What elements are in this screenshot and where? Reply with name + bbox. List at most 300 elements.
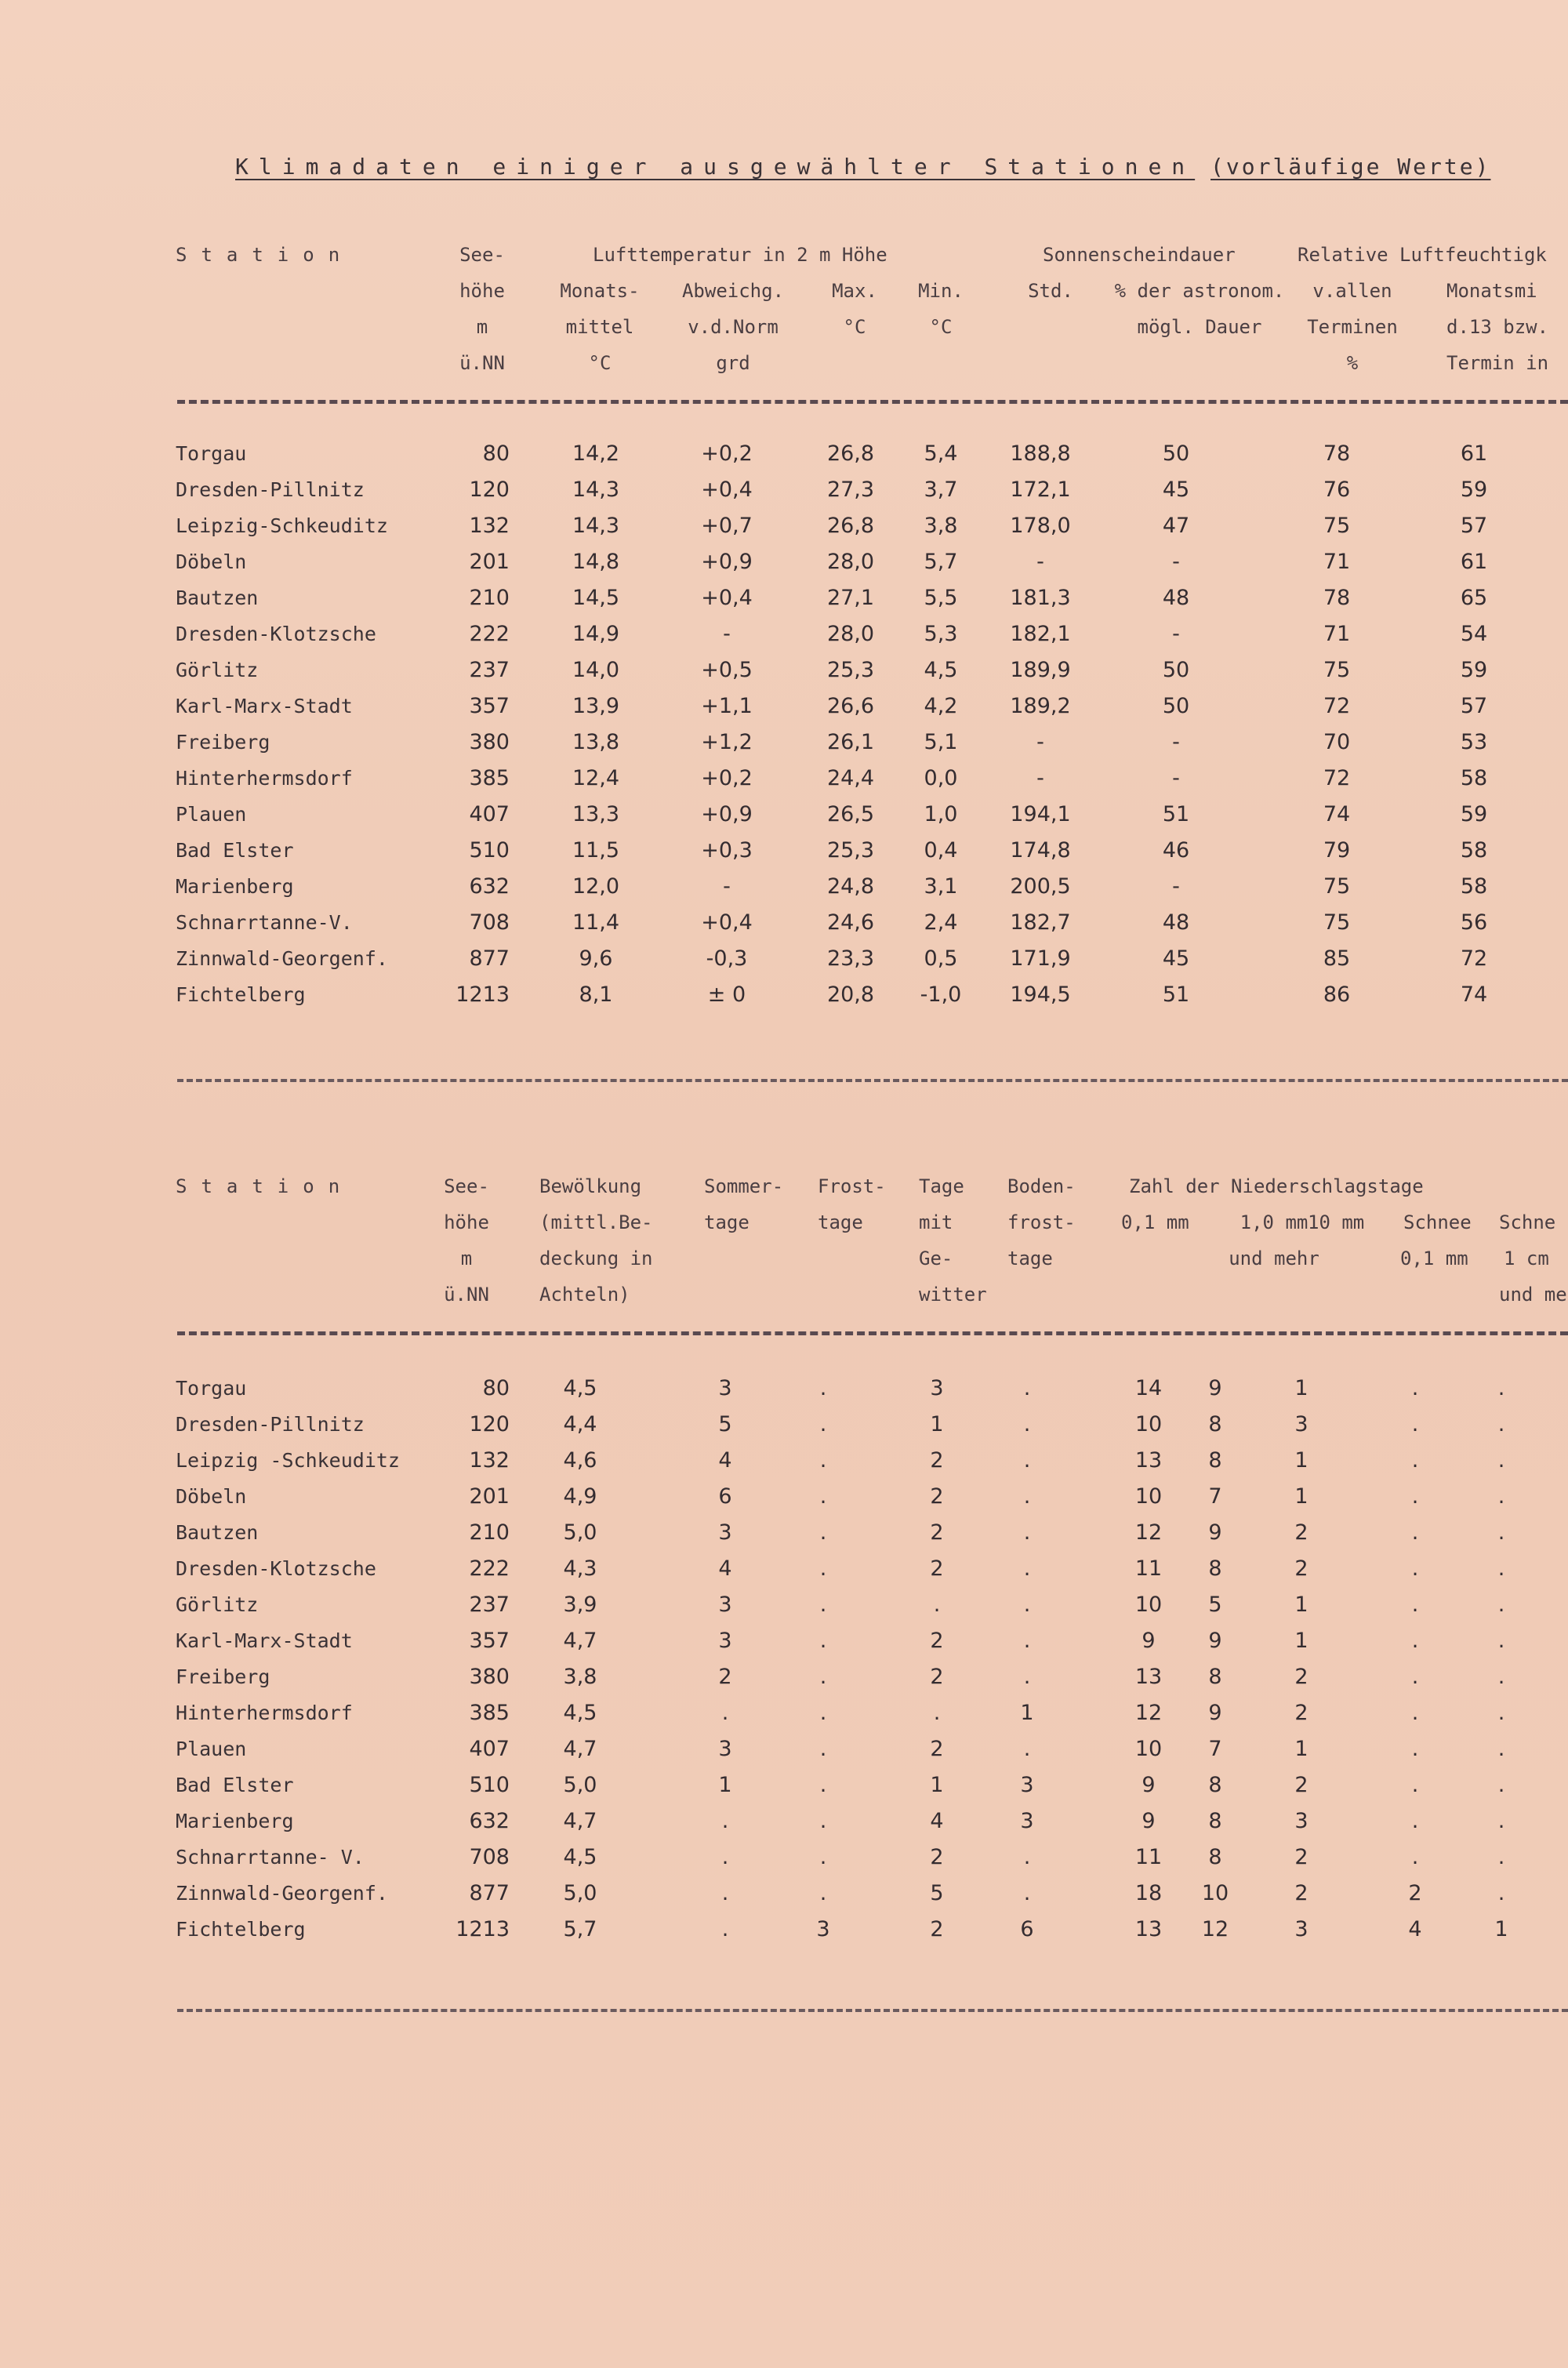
- t2-row: [0, 1443, 1568, 1479]
- t1-cell-feuchte-monatsmittel: 53: [1460, 730, 1488, 754]
- t1-cell-monatsmittel: 14,9: [572, 622, 620, 646]
- t2-row: [0, 1407, 1568, 1443]
- t2-cell-bewoelkung: 4,5: [563, 1845, 597, 1869]
- t2-cell-seehoehe: 510: [469, 1773, 510, 1797]
- t2-seehoehe-l1: See-: [444, 1175, 489, 1197]
- t1-cell-station: Karl-Marx-Stadt: [176, 695, 353, 717]
- t2-cell-seehoehe: 407: [469, 1737, 510, 1761]
- t2-cell-n10: 5: [1208, 1593, 1222, 1617]
- t1-cell-min: 2,4: [924, 910, 958, 935]
- t1-allen-l1: v.allen: [1312, 280, 1392, 302]
- title-main: Klimadaten einiger ausgewählter Stationen: [235, 154, 1196, 180]
- t1-cell-abweichung: +0,9: [701, 550, 753, 574]
- t2-cell-sommertage: 3: [718, 1737, 732, 1761]
- t2-cell-n100: 2: [1294, 1556, 1308, 1581]
- t1-cell-seehoehe: 222: [469, 622, 510, 646]
- t2-cell-bodenfrost: .: [1023, 1737, 1031, 1761]
- t2-seehoehe-l3: m: [460, 1248, 473, 1269]
- t2-cell-bodenfrost: .: [1023, 1448, 1031, 1473]
- t1-cell-station: Plauen: [176, 803, 247, 826]
- t2-cell-seehoehe: 237: [469, 1593, 510, 1617]
- t1-cell-feuchte-monatsmittel: 58: [1460, 838, 1488, 863]
- t2-cell-n01: 10: [1134, 1484, 1163, 1509]
- t2-row: [0, 1731, 1568, 1767]
- t1-max-l2: °C: [843, 316, 866, 338]
- t2-schnee01-l2: 0,1 mm: [1400, 1248, 1468, 1269]
- t2-cell-station: Bad Elster: [176, 1774, 294, 1796]
- t1-cell-station: Schnarrtanne-V.: [176, 911, 353, 934]
- t2-header-gewitter: [919, 1168, 987, 1313]
- t1-cell-feuchte-monatsmittel: 56: [1460, 910, 1488, 935]
- t2-cell-seehoehe: 632: [469, 1809, 510, 1833]
- t1-cell-feuchte-allen: 71: [1323, 622, 1351, 646]
- t1-row: [0, 436, 1568, 472]
- t2-row: [0, 1587, 1568, 1623]
- t2-cell-schnee01: .: [1411, 1484, 1419, 1509]
- t2-cell-n10: 9: [1208, 1701, 1222, 1725]
- t1-cell-feuchte-allen: 71: [1323, 550, 1351, 574]
- t1-cell-abweichung: +0,7: [701, 514, 753, 538]
- t2-row: [0, 1695, 1568, 1731]
- t2-cell-gewitter: .: [933, 1593, 941, 1617]
- t2-header-schnee1: [1499, 1204, 1567, 1313]
- t1-row: [0, 761, 1568, 797]
- t1-cell-prozent: 48: [1162, 586, 1190, 610]
- t1-seehoehe-l3: m: [476, 316, 488, 338]
- t2-bodenfrost-l3: tage: [1007, 1248, 1053, 1269]
- t2-cell-schnee01: .: [1411, 1737, 1419, 1761]
- t1-cell-prozent: 46: [1162, 838, 1190, 863]
- t1-cell-std: -: [1036, 550, 1044, 574]
- t1-row: [0, 688, 1568, 725]
- t1-cell-abweichung: +0,4: [701, 910, 753, 935]
- t2-cell-n100: 2: [1294, 1520, 1308, 1545]
- t2-cell-bodenfrost: 3: [1020, 1809, 1034, 1833]
- t2-cell-bewoelkung: 3,8: [563, 1665, 597, 1689]
- t2-row: [0, 1659, 1568, 1695]
- t2-cell-sommertage: 2: [718, 1665, 732, 1689]
- t2-cell-bodenfrost: .: [1023, 1593, 1031, 1617]
- t1-cell-abweichung: +1,1: [701, 694, 753, 718]
- t2-cell-sommertage: .: [721, 1845, 729, 1869]
- t1-abweichung-l2: v.d.Norm: [688, 316, 779, 338]
- t2-cell-sommertage: 3: [718, 1376, 732, 1400]
- t1-row: [0, 544, 1568, 580]
- t1-cell-max: 24,4: [826, 766, 875, 790]
- t1-row: [0, 508, 1568, 544]
- t1-cell-prozent: 50: [1162, 694, 1190, 718]
- t2-cell-seehoehe: 201: [469, 1484, 510, 1509]
- t2-cell-gewitter: 2: [930, 1556, 944, 1581]
- t1-cell-feuchte-allen: 86: [1323, 982, 1351, 1007]
- t1-cell-seehoehe: 708: [469, 910, 510, 935]
- t1-monatsmittel-l2: mittel: [565, 316, 634, 338]
- t2-cell-n100: 2: [1294, 1701, 1308, 1725]
- t2-seehoehe-l2: höhe: [444, 1211, 489, 1233]
- t2-cell-n100: 1: [1294, 1484, 1308, 1509]
- t1-cell-prozent: 51: [1162, 802, 1190, 826]
- t1-cell-seehoehe: 385: [469, 766, 510, 790]
- t1-cell-feuchte-allen: 76: [1323, 478, 1351, 502]
- t2-cell-n10: 9: [1208, 1376, 1222, 1400]
- t2-cell-schnee1: .: [1497, 1665, 1505, 1689]
- t2-cell-bewoelkung: 5,0: [563, 1773, 597, 1797]
- t1-cell-seehoehe: 357: [469, 694, 510, 718]
- t1-row: [0, 869, 1568, 905]
- t1-cell-abweichung: -: [723, 622, 731, 646]
- t2-header-frosttage: [818, 1168, 886, 1240]
- t2-cell-schnee01: 4: [1408, 1917, 1422, 1941]
- t1-header-seehoehe: [443, 237, 521, 381]
- t1-cell-abweichung: ± 0: [707, 982, 746, 1007]
- t1-cell-feuchte-allen: 74: [1323, 802, 1351, 826]
- t2-cell-bewoelkung: 4,3: [563, 1556, 597, 1581]
- t2-cell-schnee01: .: [1411, 1556, 1419, 1581]
- t2-cell-n01: 14: [1134, 1376, 1163, 1400]
- t1-cell-max: 26,5: [826, 802, 875, 826]
- t2-cell-bewoelkung: 4,7: [563, 1809, 597, 1833]
- t1-cell-station: Bautzen: [176, 587, 259, 609]
- t1-cell-max: 24,6: [826, 910, 875, 935]
- t1-cell-min: 5,4: [924, 441, 958, 466]
- t1-cell-feuchte-monatsmittel: 57: [1460, 694, 1488, 718]
- t2-cell-frosttage: .: [819, 1845, 827, 1869]
- t1-cell-station: Hinterhermsdorf: [176, 767, 353, 790]
- t2-cell-schnee1: .: [1497, 1881, 1505, 1905]
- t1-header-monatsmi: [1446, 273, 1548, 381]
- t1-cell-std: -: [1036, 766, 1044, 790]
- t1-cell-min: 3,1: [924, 874, 958, 899]
- t2-schnee1-l3: und me: [1499, 1284, 1567, 1306]
- t1-cell-abweichung: +0,9: [701, 802, 753, 826]
- t1-cell-max: 25,3: [826, 658, 875, 682]
- t2-cell-n10: 7: [1208, 1484, 1222, 1509]
- t2-cell-schnee1: .: [1497, 1376, 1505, 1400]
- t2-cell-sommertage: .: [721, 1809, 729, 1833]
- t2-cell-schnee1: .: [1497, 1448, 1505, 1473]
- t1-cell-seehoehe: 210: [469, 586, 510, 610]
- t2-header-bodenfrost: [1007, 1168, 1076, 1277]
- t2-cell-n10: 10: [1201, 1881, 1229, 1905]
- t2-sommertage-l1: Sommer-: [704, 1175, 784, 1197]
- t2-cell-n10: 8: [1208, 1448, 1222, 1473]
- t1-monatsmittel-l1: Monats-: [560, 280, 640, 302]
- t1-cell-max: 26,8: [826, 441, 875, 466]
- t2-row: [0, 1479, 1568, 1515]
- t1-cell-station: Freiberg: [176, 731, 270, 754]
- t1-cell-feuchte-monatsmittel: 54: [1460, 622, 1488, 646]
- t2-cell-n100: 2: [1294, 1881, 1308, 1905]
- t2-frosttage-l1: Frost-: [818, 1175, 886, 1197]
- t2-cell-bodenfrost: .: [1023, 1881, 1031, 1905]
- t2-cell-bodenfrost: .: [1023, 1376, 1031, 1400]
- t1-cell-monatsmittel: 12,0: [572, 874, 620, 899]
- t1-header-max: [815, 273, 894, 345]
- t1-cell-feuchte-allen: 75: [1323, 514, 1351, 538]
- t1-cell-seehoehe: 132: [469, 514, 510, 538]
- bottom-rule: [177, 2009, 1568, 2012]
- t1-cell-min: 0,0: [924, 766, 958, 790]
- t2-cell-schnee1: .: [1497, 1737, 1505, 1761]
- t2-cell-station: Döbeln: [176, 1485, 247, 1508]
- t2-cell-station: Görlitz: [176, 1593, 259, 1616]
- t1-header-lufttemp-group: Lufttemperatur in 2 m Höhe: [593, 244, 887, 266]
- t2-cell-schnee01: .: [1411, 1701, 1419, 1725]
- t2-gewitter-l4: witter: [919, 1284, 987, 1306]
- t1-cell-feuchte-monatsmittel: 59: [1460, 802, 1488, 826]
- t2-header-station: Station: [176, 1175, 354, 1197]
- t2-cell-sommertage: 1: [718, 1773, 732, 1797]
- t1-cell-prozent: -: [1172, 622, 1180, 646]
- t2-schnee1-l1: Schne: [1499, 1211, 1556, 1233]
- t2-cell-n10: 8: [1208, 1412, 1222, 1436]
- t1-cell-abweichung: +1,2: [701, 730, 753, 754]
- t2-cell-n100: 3: [1294, 1917, 1308, 1941]
- t1-cell-seehoehe: 80: [482, 441, 510, 466]
- t1-cell-abweichung: +0,5: [701, 658, 753, 682]
- t2-gewitter-l3: Ge-: [919, 1248, 953, 1269]
- t1-cell-std: 181,3: [1010, 586, 1071, 610]
- t2-cell-n100: 1: [1294, 1376, 1308, 1400]
- t2-bodenfrost-l1: Boden-: [1007, 1175, 1076, 1197]
- t2-cell-seehoehe: 210: [469, 1520, 510, 1545]
- t2-cell-n100: 1: [1294, 1593, 1308, 1617]
- t1-cell-station: Zinnwald-Georgenf.: [176, 947, 388, 970]
- t1-cell-monatsmittel: 11,4: [572, 910, 620, 935]
- t2-cell-gewitter: 1: [930, 1773, 944, 1797]
- t1-seehoehe-l2: höhe: [459, 280, 505, 302]
- t1-monatsmi-l3: Termin in: [1446, 352, 1549, 374]
- t1-prozent-l1: % der astronom.: [1114, 280, 1285, 302]
- t2-cell-schnee01: .: [1411, 1593, 1419, 1617]
- t1-cell-feuchte-monatsmittel: 57: [1460, 514, 1488, 538]
- t1-cell-monatsmittel: 11,5: [572, 838, 620, 863]
- title-suffix: (vorläufige Werte): [1210, 154, 1491, 180]
- t1-cell-feuchte-allen: 78: [1323, 586, 1351, 610]
- t1-cell-min: 5,1: [924, 730, 958, 754]
- t1-row: [0, 580, 1568, 616]
- t2-cell-station: Fichtelberg: [176, 1918, 306, 1941]
- t2-cell-sommertage: .: [721, 1701, 729, 1725]
- t2-cell-bewoelkung: 4,5: [563, 1701, 597, 1725]
- t2-cell-bodenfrost: .: [1023, 1665, 1031, 1689]
- t2-cell-n100: 2: [1294, 1773, 1308, 1797]
- t2-cell-n10: 8: [1208, 1809, 1222, 1833]
- t2-cell-bodenfrost: 6: [1020, 1917, 1034, 1941]
- t2-cell-schnee01: .: [1411, 1376, 1419, 1400]
- t2-cell-station: Marienberg: [176, 1810, 294, 1832]
- t2-cell-gewitter: 2: [930, 1484, 944, 1509]
- t2-cell-n01: 13: [1134, 1665, 1163, 1689]
- t1-cell-station: Döbeln: [176, 550, 247, 573]
- t2-seehoehe-l4: ü.NN: [444, 1284, 489, 1306]
- t1-abweichung-l1: Abweichg.: [681, 280, 785, 302]
- t1-prozent-l2: mögl. Dauer: [1137, 316, 1262, 338]
- t2-cell-schnee1: .: [1497, 1412, 1505, 1436]
- t1-cell-std: 172,1: [1010, 478, 1071, 502]
- t1-cell-abweichung: +0,4: [701, 478, 753, 502]
- t2-cell-gewitter: .: [933, 1701, 941, 1725]
- t1-cell-monatsmittel: 14,3: [572, 514, 620, 538]
- t1-cell-std: 194,5: [1010, 982, 1071, 1007]
- t2-cell-sommertage: 3: [718, 1520, 732, 1545]
- t2-cell-sommertage: .: [721, 1917, 729, 1941]
- t2-cell-schnee1: .: [1497, 1484, 1505, 1509]
- t1-cell-std: 200,5: [1010, 874, 1071, 899]
- t2-cell-sommertage: 6: [718, 1484, 732, 1509]
- t2-cell-n10: 9: [1208, 1520, 1222, 1545]
- t2-cell-frosttage: .: [819, 1484, 827, 1509]
- t1-monatsmi-l1: Monatsmi: [1446, 280, 1537, 302]
- t2-row: [0, 1803, 1568, 1840]
- t2-cell-seehoehe: 132: [469, 1448, 510, 1473]
- t2-cell-sommertage: 3: [718, 1629, 732, 1653]
- t1-header-station: Station: [176, 244, 354, 266]
- t2-cell-n10: 12: [1201, 1917, 1229, 1941]
- t1-cell-min: 0,5: [924, 946, 958, 971]
- t2-cell-bodenfrost: 3: [1020, 1773, 1034, 1797]
- t1-monatsmi-l2: d.13 bzw.: [1446, 316, 1549, 338]
- t2-cell-bewoelkung: 5,7: [563, 1917, 597, 1941]
- t1-cell-std: 182,1: [1010, 622, 1071, 646]
- t1-cell-feuchte-monatsmittel: 59: [1460, 658, 1488, 682]
- t2-cell-bewoelkung: 4,6: [563, 1448, 597, 1473]
- t2-cell-seehoehe: 80: [482, 1376, 510, 1400]
- t2-header-n100: 10 mm: [1308, 1211, 1365, 1233]
- t2-cell-n01: 12: [1134, 1520, 1163, 1545]
- t2-cell-bewoelkung: 4,9: [563, 1484, 597, 1509]
- t2-cell-n10: 7: [1208, 1737, 1222, 1761]
- t2-cell-bewoelkung: 5,0: [563, 1881, 597, 1905]
- t1-abweichung-l3: grd: [716, 352, 750, 374]
- t1-header-abweichung: [666, 273, 800, 381]
- t1-cell-min: 1,0: [924, 802, 958, 826]
- t1-cell-seehoehe: 380: [469, 730, 510, 754]
- t2-row: [0, 1912, 1568, 1948]
- t2-cell-sommertage: 5: [718, 1412, 732, 1436]
- t1-cell-feuchte-allen: 85: [1323, 946, 1351, 971]
- t2-cell-n100: 1: [1294, 1737, 1308, 1761]
- t2-cell-frosttage: .: [819, 1412, 827, 1436]
- t1-cell-monatsmittel: 14,3: [572, 478, 620, 502]
- t2-cell-station: Dresden-Pillnitz: [176, 1413, 365, 1436]
- t1-cell-prozent: 51: [1162, 982, 1190, 1007]
- t2-cell-n100: 1: [1294, 1448, 1308, 1473]
- t1-cell-abweichung: -0,3: [706, 946, 748, 971]
- t2-cell-station: Karl-Marx-Stadt: [176, 1629, 353, 1652]
- t2-cell-n10: 8: [1208, 1773, 1222, 1797]
- t1-cell-feuchte-monatsmittel: 58: [1460, 766, 1488, 790]
- t2-cell-n01: 13: [1134, 1917, 1163, 1941]
- t2-cell-schnee1: .: [1497, 1701, 1505, 1725]
- t2-cell-schnee01: .: [1411, 1773, 1419, 1797]
- t2-header-n01: 0,1 mm: [1121, 1211, 1189, 1233]
- t2-cell-n01: 12: [1134, 1701, 1163, 1725]
- t1-seehoehe-l1: See-: [459, 244, 505, 266]
- t1-cell-abweichung: +0,4: [701, 586, 753, 610]
- t1-cell-seehoehe: 120: [469, 478, 510, 502]
- t2-header-seehoehe: [427, 1168, 506, 1313]
- t1-cell-std: 189,2: [1010, 694, 1071, 718]
- t1-cell-seehoehe: 632: [469, 874, 510, 899]
- t1-cell-feuchte-monatsmittel: 61: [1460, 441, 1488, 466]
- t1-seehoehe-l4: ü.NN: [459, 352, 505, 374]
- t1-row: [0, 977, 1568, 1013]
- t2-cell-schnee01: .: [1411, 1520, 1419, 1545]
- t2-cell-bewoelkung: 3,9: [563, 1593, 597, 1617]
- t2-cell-schnee01: .: [1411, 1665, 1419, 1689]
- t1-cell-feuchte-allen: 75: [1323, 658, 1351, 682]
- t2-cell-n01: 11: [1134, 1845, 1163, 1869]
- t2-cell-bodenfrost: .: [1023, 1412, 1031, 1436]
- t2-cell-n10: 8: [1208, 1556, 1222, 1581]
- t2-cell-n01: 10: [1134, 1737, 1163, 1761]
- t2-row: [0, 1371, 1568, 1407]
- t2-cell-n100: 3: [1294, 1412, 1308, 1436]
- t1-cell-max: 26,8: [826, 514, 875, 538]
- t2-frosttage-l2: tage: [818, 1211, 863, 1233]
- t2-cell-seehoehe: 385: [469, 1701, 510, 1725]
- t2-cell-gewitter: 4: [930, 1809, 944, 1833]
- t2-cell-n10: 8: [1208, 1665, 1222, 1689]
- t2-cell-bodenfrost: .: [1023, 1556, 1031, 1581]
- t1-cell-std: 189,9: [1010, 658, 1071, 682]
- t2-bewoelkung-l3: deckung in: [539, 1248, 653, 1269]
- t1-cell-station: Görlitz: [176, 659, 259, 681]
- t2-cell-schnee01: .: [1411, 1809, 1419, 1833]
- t2-cell-frosttage: .: [819, 1556, 827, 1581]
- t2-cell-station: Hinterhermsdorf: [176, 1702, 353, 1724]
- t2-cell-n01: 13: [1134, 1448, 1163, 1473]
- t1-cell-prozent: -: [1172, 874, 1180, 899]
- t2-cell-bewoelkung: 4,5: [563, 1376, 597, 1400]
- t2-cell-n01: 9: [1142, 1773, 1156, 1797]
- t1-cell-abweichung: +0,3: [701, 838, 753, 863]
- t2-schnee01-l1: Schnee: [1403, 1211, 1472, 1233]
- t1-cell-min: 5,5: [924, 586, 958, 610]
- t2-cell-frosttage: .: [819, 1881, 827, 1905]
- t2-cell-seehoehe: 380: [469, 1665, 510, 1689]
- t1-cell-feuchte-allen: 75: [1323, 910, 1351, 935]
- t1-cell-seehoehe: 201: [469, 550, 510, 574]
- t1-cell-min: 3,7: [924, 478, 958, 502]
- t2-cell-gewitter: 2: [930, 1448, 944, 1473]
- t1-min-l2: °C: [929, 316, 953, 338]
- t1-cell-min: 3,8: [924, 514, 958, 538]
- t1-cell-max: 26,1: [826, 730, 875, 754]
- t1-row: [0, 797, 1568, 833]
- t1-row: [0, 941, 1568, 977]
- t1-cell-max: 27,1: [826, 586, 875, 610]
- t2-cell-sommertage: 4: [718, 1556, 732, 1581]
- t1-cell-feuchte-allen: 78: [1323, 441, 1351, 466]
- t1-header-rule: [177, 400, 1568, 404]
- t2-cell-frosttage: .: [819, 1593, 827, 1617]
- t1-cell-max: 27,3: [826, 478, 875, 502]
- t2-schnee1-l2: 1 cm: [1504, 1248, 1549, 1269]
- t1-cell-max: 24,8: [826, 874, 875, 899]
- t1-cell-monatsmittel: 14,2: [572, 441, 620, 466]
- t1-cell-prozent: 47: [1162, 514, 1190, 538]
- t1-cell-abweichung: +0,2: [701, 441, 753, 466]
- t2-cell-bodenfrost: 1: [1020, 1701, 1034, 1725]
- t2-cell-station: Bautzen: [176, 1521, 259, 1544]
- t1-cell-seehoehe: 510: [469, 838, 510, 863]
- t1-cell-prozent: -: [1172, 550, 1180, 574]
- t2-cell-schnee01: 2: [1408, 1881, 1422, 1905]
- t2-cell-station: Schnarrtanne- V.: [176, 1846, 365, 1869]
- t1-cell-seehoehe: 407: [469, 802, 510, 826]
